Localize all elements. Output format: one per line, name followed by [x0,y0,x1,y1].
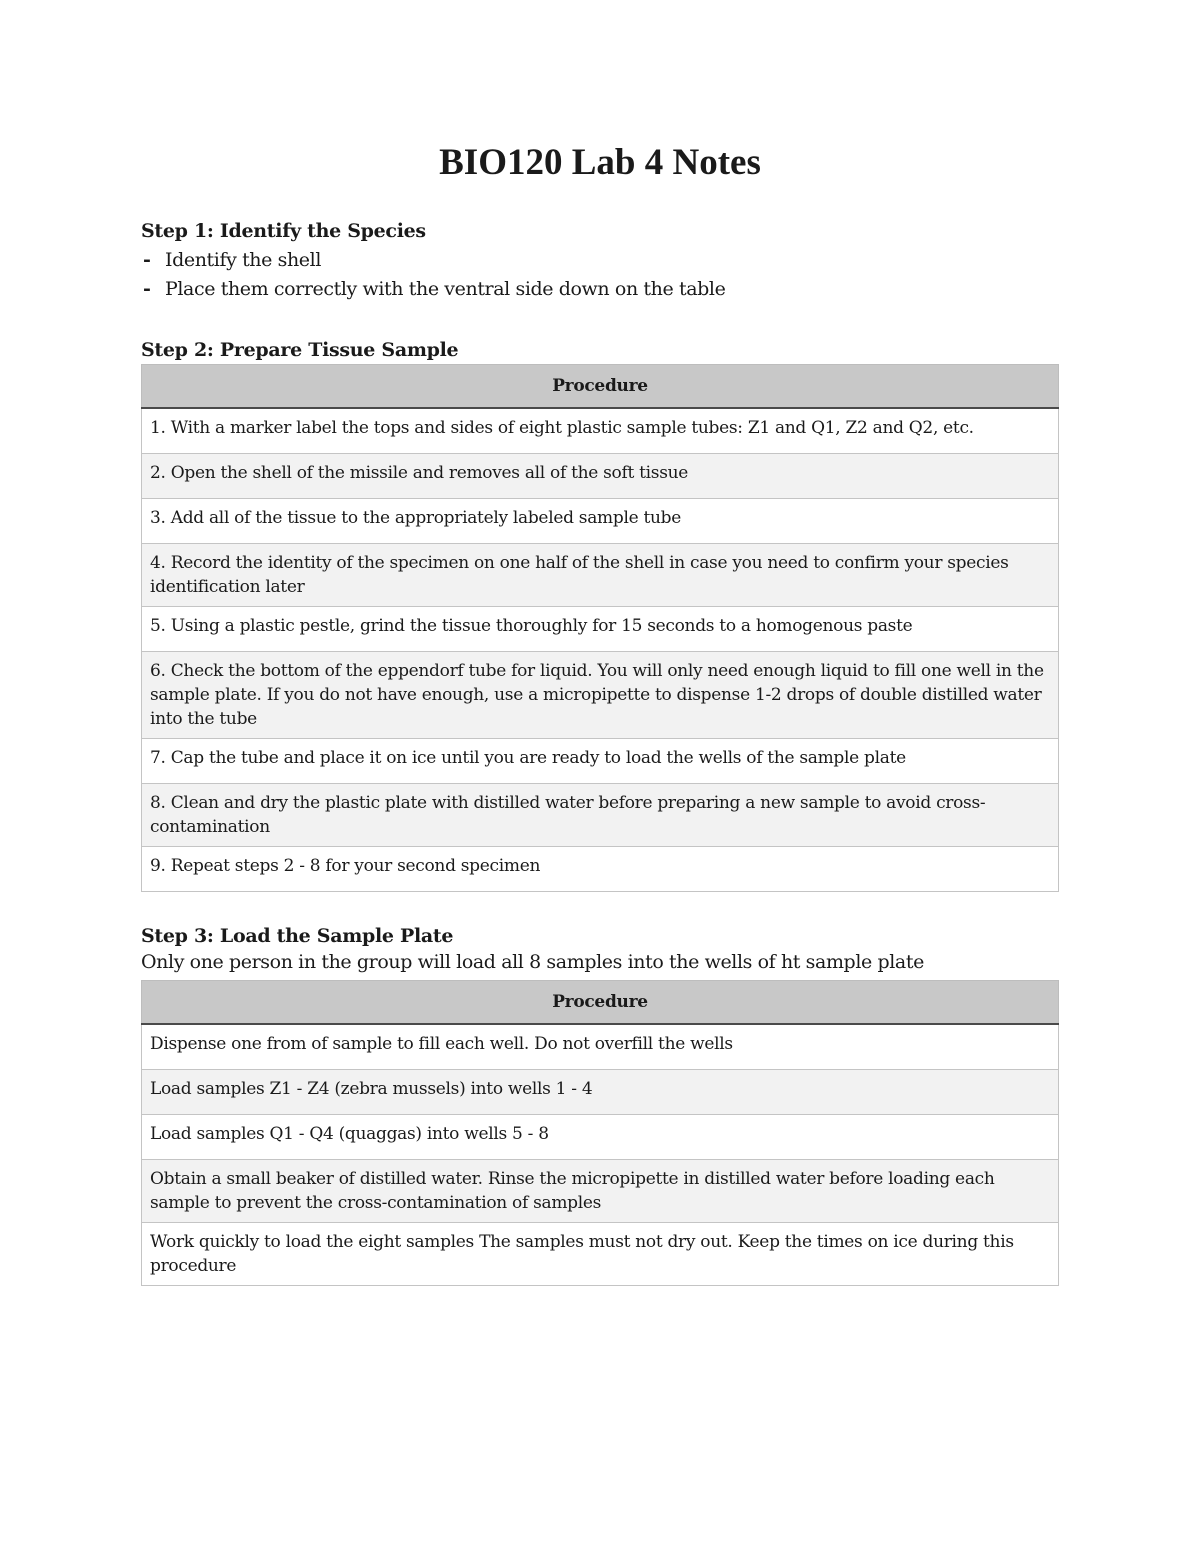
table-row [142,652,1059,739]
table-row [142,847,1059,892]
table-cell: 6. Check the bottom of the eppendorf tube for liquid. You will only need enough liquid to fill one well in the sample plate. If you do not have enough, use a micropipette to dispense 1-2 drops of double distilled water into the tube [142,652,1059,739]
table-cell: 3. Add all of the tissue to the appropriately labeled sample tube [142,499,1059,544]
table-cell: 8. Clean and dry the plastic plate with distilled water before preparing a new sample to avoid cross-contamination [142,784,1059,847]
table-row [142,1223,1059,1286]
step1-heading: Step 1: Identify the Species [141,220,426,242]
table-cell: 5. Using a plastic pestle, grind the tissue thoroughly for 15 seconds to a homogenous paste [142,607,1059,652]
table-row [142,408,1059,454]
table-cell: Obtain a small beaker of distilled water. Rinse the micropipette in distilled water before loading each sample to prevent the cross-contamination of samples [142,1160,1059,1223]
dash-bullet-icon: - [143,278,151,300]
list-item-text: Place them correctly with the ventral side down on the table [165,278,726,300]
table-cell: 7. Cap the tube and place it on ice until you are ready to load the wells of the sample plate [142,739,1059,784]
table-row [142,784,1059,847]
table-header: Procedure [142,365,1059,409]
list-item-text: Identify the shell [165,249,322,271]
table-cell: 2. Open the shell of the missile and removes all of the soft tissue [142,454,1059,499]
list-item [141,246,1059,275]
table-row [142,1024,1059,1070]
table-row [142,544,1059,607]
step3-table-wrap [141,980,1059,1286]
table-cell: Dispense one from of sample to fill each well. Do not overfill the wells [142,1024,1059,1070]
table-cell: Work quickly to load the eight samples The samples must not dry out. Keep the times on ice during this procedure [142,1223,1059,1286]
step2-section [141,337,1059,363]
table-header: Procedure [142,981,1059,1025]
step3-procedure-table [141,980,1059,1286]
table-cell: 4. Record the identity of the specimen on one half of the shell in case you need to confirm your species identification later [142,544,1059,607]
step2-heading: Step 2: Prepare Tissue Sample [141,339,459,361]
step3-heading: Step 3: Load the Sample Plate [141,925,454,947]
step1-section [141,218,1059,304]
step2-table-wrap [141,364,1059,892]
step2-procedure-table [141,364,1059,892]
table-cell: 1. With a marker label the tops and sides of eight plastic sample tubes: Z1 and Q1, Z2 and Q2, etc. [142,408,1059,454]
table-cell: 9. Repeat steps 2 - 8 for your second specimen [142,847,1059,892]
step3-section [141,923,1059,976]
table-cell: Load samples Q1 - Q4 (quaggas) into wells 5 - 8 [142,1115,1059,1160]
document-title: BIO120 Lab 4 Notes [439,142,761,183]
table-row [142,607,1059,652]
table-row [142,1070,1059,1115]
table-row [142,499,1059,544]
table-row [142,1160,1059,1223]
list-item [141,275,1059,304]
step1-bullet-list [141,246,1059,304]
step3-intro-text: Only one person in the group will load all 8 samples into the wells of ht sample plate [141,951,924,973]
dash-bullet-icon: - [143,249,151,271]
table-row [142,454,1059,499]
table-row [142,739,1059,784]
table-row [142,1115,1059,1160]
table-cell: Load samples Z1 - Z4 (zebra mussels) into wells 1 - 4 [142,1070,1059,1115]
